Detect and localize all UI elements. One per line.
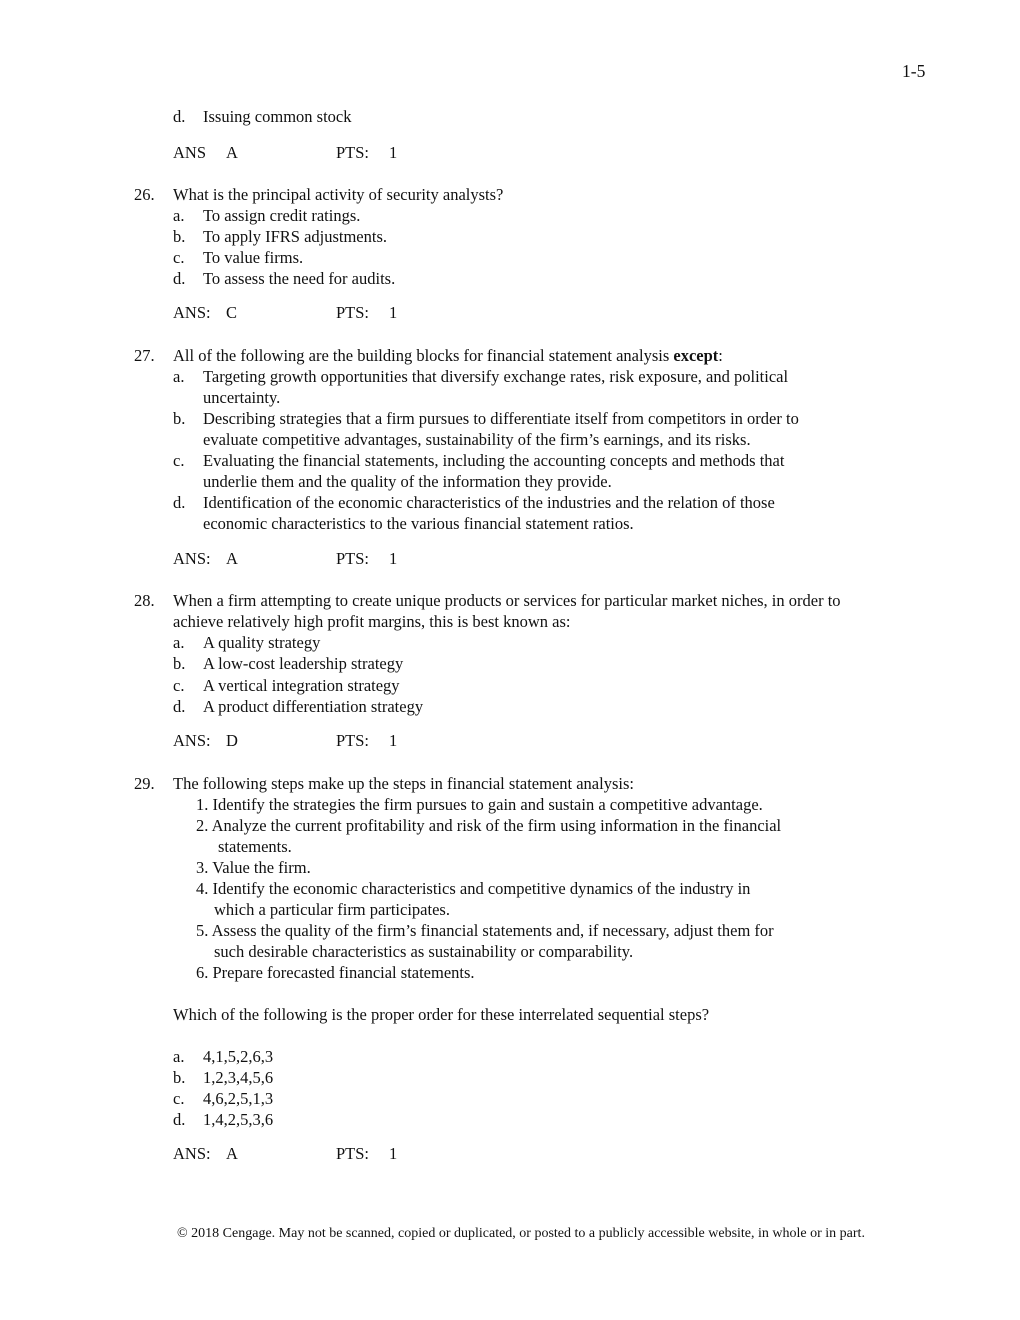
- option-letter: a.: [173, 633, 185, 652]
- step-item-continued: statements.: [218, 837, 292, 856]
- option-text: Evaluating the financial statements, including the accounting concepts and methods that: [203, 451, 785, 470]
- step-item-continued: such desirable characteristics as sustainability or comparability.: [214, 942, 634, 961]
- option-letter: b.: [173, 654, 186, 673]
- points-label: PTS:: [336, 1144, 370, 1163]
- question-prompt: Which of the following is the proper order for these interrelated sequential steps?: [173, 1005, 710, 1024]
- option-text: Targeting growth opportunities that diversify exchange rates, risk exposure, and political: [203, 367, 789, 386]
- answer-value: D: [226, 731, 238, 750]
- question-text: All of the following are the building blocks for financial statement analysis except:: [173, 346, 723, 365]
- option-text: 4,1,5,2,6,3: [203, 1047, 274, 1066]
- points-label: PTS:: [336, 731, 370, 750]
- option-text: Identification of the economic characteristics of the industries and the relation of those: [203, 493, 775, 512]
- answer-label: ANS:: [173, 731, 211, 750]
- answer-label: ANS:: [173, 303, 211, 322]
- option-letter: c.: [173, 676, 185, 695]
- points-value: 1: [389, 731, 398, 750]
- question-text-continued: achieve relatively high profit margins, this is best known as:: [173, 612, 571, 631]
- step-item-continued: which a particular firm participates.: [214, 900, 450, 919]
- option-letter: b.: [173, 409, 186, 428]
- question-text: The following steps make up the steps in financial statement analysis:: [173, 774, 634, 793]
- points-value: 1: [389, 549, 398, 568]
- step-item: 2. Analyze the current profitability and risk of the firm using information in the financial: [196, 816, 782, 835]
- question-text: What is the principal activity of security analysts?: [173, 185, 504, 204]
- step-item: 3. Value the firm.: [196, 858, 311, 877]
- option-text-continued: uncertainty.: [203, 388, 281, 407]
- option-letter: d.: [173, 1110, 186, 1129]
- option-text-continued: evaluate competitive advantages, sustainability of the firm’s earnings, and its risks.: [203, 430, 751, 449]
- points-label: PTS:: [336, 549, 370, 568]
- step-item: 6. Prepare forecasted financial statements.: [196, 963, 475, 982]
- option-letter: d.: [173, 107, 186, 126]
- answer-label: ANS:: [173, 549, 211, 568]
- option-letter: a.: [173, 206, 185, 225]
- points-value: 1: [389, 1144, 398, 1163]
- option-text: Issuing common stock: [203, 107, 352, 126]
- option-text: 1,4,2,5,3,6: [203, 1110, 274, 1129]
- answer-label: ANS:: [173, 1144, 211, 1163]
- option-text: To assign credit ratings.: [203, 206, 361, 225]
- option-letter: b.: [173, 1068, 186, 1087]
- points-label: PTS:: [336, 303, 370, 322]
- points-value: 1: [389, 303, 398, 322]
- points-value: 1: [389, 143, 398, 162]
- question-number: 27.: [134, 346, 155, 365]
- step-item: 5. Assess the quality of the firm’s financial statements and, if necessary, adjust them for: [196, 921, 774, 940]
- option-text: To assess the need for audits.: [203, 269, 396, 288]
- emphasis-text: except: [673, 346, 719, 365]
- answer-value: A: [226, 549, 238, 568]
- copyright-footer: © 2018 Cengage. May not be scanned, copied or duplicated, or posted to a publicly accessible website, in whole or in part.: [177, 1226, 865, 1241]
- option-text: A vertical integration strategy: [203, 676, 400, 695]
- step-item: 4. Identify the economic characteristics and competitive dynamics of the industry in: [196, 879, 751, 898]
- option-letter: d.: [173, 493, 186, 512]
- option-text: A product differentiation strategy: [203, 697, 424, 716]
- answer-value: A: [226, 1144, 238, 1163]
- option-text-continued: underlie them and the quality of the information they provide.: [203, 472, 612, 491]
- step-item: 1. Identify the strategies the firm pursues to gain and sustain a competitive advantage.: [196, 795, 763, 814]
- option-text: Describing strategies that a firm pursues to differentiate itself from competitors in order to: [203, 409, 799, 428]
- option-text: 4,6,2,5,1,3: [203, 1089, 274, 1108]
- option-text: A low-cost leadership strategy: [203, 654, 404, 673]
- answer-label: ANS: [173, 143, 207, 162]
- question-text: When a firm attempting to create unique products or services for particular market niches, in order to: [173, 591, 841, 610]
- page-number: 1-5: [902, 61, 926, 81]
- answer-value: A: [226, 143, 238, 162]
- option-letter: c.: [173, 248, 185, 267]
- option-text: 1,2,3,4,5,6: [203, 1068, 274, 1087]
- question-number: 26.: [134, 185, 155, 204]
- option-letter: b.: [173, 227, 186, 246]
- option-letter: d.: [173, 697, 186, 716]
- question-number: 29.: [134, 774, 155, 793]
- option-text: A quality strategy: [203, 633, 321, 652]
- question-number: 28.: [134, 591, 155, 610]
- option-text: To value firms.: [203, 248, 304, 267]
- option-text: To apply IFRS adjustments.: [203, 227, 388, 246]
- answer-value: C: [226, 303, 238, 322]
- option-text-continued: economic characteristics to the various financial statement ratios.: [203, 514, 634, 533]
- option-letter: c.: [173, 451, 185, 470]
- option-letter: d.: [173, 269, 186, 288]
- option-letter: a.: [173, 367, 185, 386]
- option-letter: c.: [173, 1089, 185, 1108]
- option-letter: a.: [173, 1047, 185, 1066]
- points-label: PTS:: [336, 143, 370, 162]
